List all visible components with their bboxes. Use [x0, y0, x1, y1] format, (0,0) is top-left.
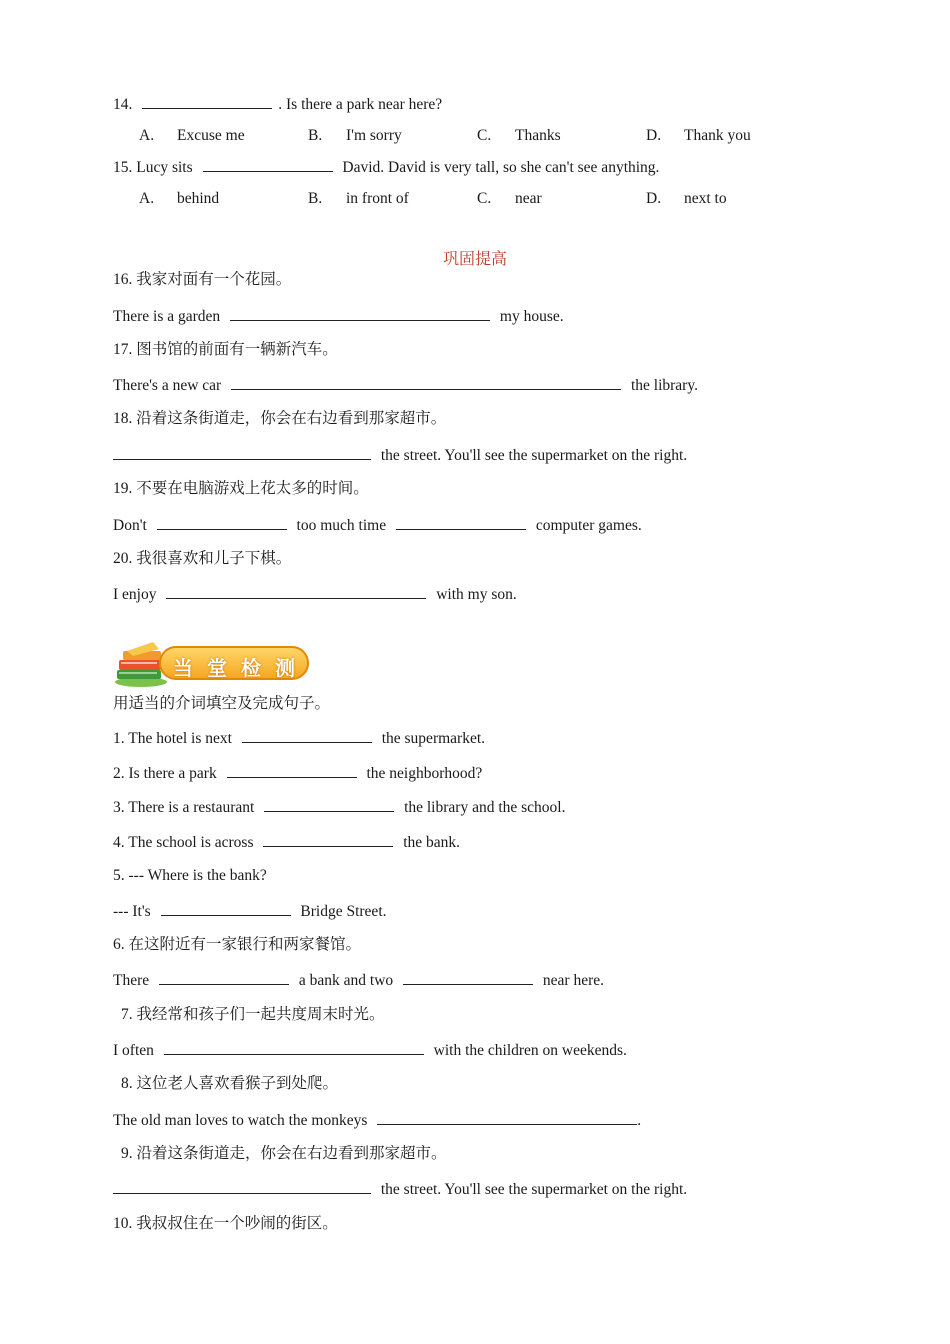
practice-6-sentence	[113, 970, 604, 991]
sentence-text: .	[637, 1112, 642, 1129]
question-number: 14.	[113, 96, 133, 113]
answer-blank[interactable]	[159, 970, 289, 985]
answer-blank[interactable]	[264, 797, 394, 812]
option-text: near	[515, 190, 542, 207]
sentence-text: computer games.	[535, 517, 642, 534]
practice-9-sentence	[113, 1179, 687, 1200]
option-text: Thanks	[515, 127, 561, 144]
answer-blank[interactable]	[166, 584, 426, 599]
option-a[interactable]	[139, 189, 219, 209]
sentence-text: Don't	[113, 517, 147, 534]
banner-label	[159, 646, 309, 680]
sentence-text: the neighborhood?	[366, 765, 483, 782]
option-letter: A.	[139, 190, 155, 207]
option-b[interactable]	[308, 189, 409, 209]
sentence-text: too much time	[296, 517, 387, 534]
answer-blank[interactable]	[377, 1110, 637, 1125]
question-16-sentence	[113, 306, 564, 327]
option-letter: A.	[139, 127, 155, 144]
practice-5-question: 5. --- Where is the bank?	[113, 867, 267, 884]
practice-3	[113, 797, 565, 818]
question-18-chinese: 18. 沿着这条街道走，你会在右边看到那家超市。	[113, 410, 447, 427]
question-text: Lucy sits	[136, 159, 193, 176]
banner-char: 堂	[207, 656, 227, 680]
answer-blank[interactable]	[161, 901, 291, 916]
question-text: . Is there a park near here?	[278, 96, 443, 113]
practice-8-chinese: 8. 这位老人喜欢看猴子到处爬。	[121, 1075, 339, 1092]
option-text: I'm sorry	[346, 127, 402, 144]
option-text: Excuse me	[177, 127, 245, 144]
sentence-text: 1. The hotel is next	[113, 730, 232, 747]
answer-blank[interactable]	[164, 1040, 424, 1055]
sentence-text: my house.	[499, 308, 564, 325]
answer-blank[interactable]	[142, 94, 272, 109]
practice-7-sentence	[113, 1040, 627, 1061]
answer-blank[interactable]	[203, 157, 333, 172]
question-19-sentence	[113, 515, 642, 536]
section-banner	[113, 640, 311, 688]
answer-blank[interactable]	[242, 728, 372, 743]
sentence-text: with my son.	[436, 586, 517, 603]
practice-8-sentence	[113, 1110, 641, 1131]
sentence-text: I enjoy	[113, 586, 157, 603]
practice-10-chinese: 10. 我叔叔住在一个吵闹的街区。	[113, 1215, 338, 1232]
question-20-sentence	[113, 584, 517, 605]
option-a[interactable]	[139, 126, 245, 146]
answer-blank[interactable]	[230, 306, 490, 321]
answer-blank[interactable]	[113, 1179, 371, 1194]
practice-4	[113, 832, 460, 853]
question-number: 15.	[113, 159, 133, 176]
sentence-text: 3. There is a restaurant	[113, 799, 255, 816]
sentence-text: the bank.	[403, 834, 461, 851]
sentence-text: Bridge Street.	[300, 903, 387, 920]
instruction: 用适当的介词填空及完成句子。	[113, 695, 331, 712]
question-16-chinese: 16. 我家对面有一个花园。	[113, 271, 292, 288]
answer-blank[interactable]	[231, 375, 621, 390]
question-14	[113, 94, 442, 115]
option-text: in front of	[346, 190, 409, 207]
question-20-chinese: 20. 我很喜欢和儿子下棋。	[113, 550, 292, 567]
option-d[interactable]	[646, 189, 727, 209]
sentence-text: the library.	[630, 377, 698, 394]
sentence-text: --- It's	[113, 903, 151, 920]
option-letter: B.	[308, 190, 323, 207]
practice-1	[113, 728, 485, 749]
question-15	[113, 157, 659, 178]
section-title: 巩固提高	[442, 251, 507, 268]
practice-6-chinese: 6. 在这附近有一家银行和两家餐馆。	[113, 936, 362, 953]
sentence-text: 4. The school is across	[113, 834, 254, 851]
option-d[interactable]	[646, 126, 751, 146]
option-text: Thank you	[684, 127, 751, 144]
practice-7-chinese: 7. 我经常和孩子们一起共度周末时光。	[121, 1006, 385, 1023]
question-17-chinese: 17. 图书馆的前面有一辆新汽车。	[113, 341, 338, 358]
sentence-text: There is a garden	[113, 308, 221, 325]
banner-char: 检	[241, 656, 261, 680]
sentence-text: a bank and two	[298, 972, 394, 989]
option-letter: D.	[646, 127, 662, 144]
answer-blank[interactable]	[263, 832, 393, 847]
sentence-text: near here.	[542, 972, 604, 989]
answer-blank[interactable]	[403, 970, 533, 985]
option-c[interactable]	[477, 126, 561, 146]
practice-9-chinese: 9. 沿着这条街道走，你会在右边看到那家超市。	[121, 1145, 447, 1162]
practice-5-answer	[113, 901, 387, 922]
sentence-text: the street. You'll see the supermarket on the right.	[380, 1181, 688, 1198]
option-text: behind	[177, 190, 220, 207]
answer-blank[interactable]	[227, 763, 357, 778]
option-letter: D.	[646, 190, 662, 207]
sentence-text: the library and the school.	[404, 799, 566, 816]
banner-char: 当	[173, 656, 193, 680]
question-text: David. David is very tall, so she can't see anything.	[342, 159, 660, 176]
question-18-sentence	[113, 445, 687, 466]
sentence-text: the street. You'll see the supermarket on the right.	[380, 447, 688, 464]
option-c[interactable]	[477, 189, 542, 209]
answer-blank[interactable]	[396, 515, 526, 530]
sentence-text: with the children on weekends.	[433, 1042, 627, 1059]
answer-blank[interactable]	[157, 515, 287, 530]
question-19-chinese: 19. 不要在电脑游戏上花太多的时间。	[113, 480, 369, 497]
option-b[interactable]	[308, 126, 402, 146]
question-17-sentence	[113, 375, 698, 396]
answer-blank[interactable]	[113, 445, 371, 460]
sentence-text: The old man loves to watch the monkeys	[113, 1112, 368, 1129]
option-letter: C.	[477, 127, 492, 144]
sentence-text: 2. Is there a park	[113, 765, 217, 782]
sentence-text: There's a new car	[113, 377, 222, 394]
sentence-text: the supermarket.	[381, 730, 486, 747]
option-text: next to	[684, 190, 727, 207]
practice-2	[113, 763, 482, 784]
sentence-text: There	[113, 972, 150, 989]
option-letter: C.	[477, 190, 492, 207]
banner-char: 测	[275, 656, 295, 680]
option-letter: B.	[308, 127, 323, 144]
sentence-text: I often	[113, 1042, 154, 1059]
